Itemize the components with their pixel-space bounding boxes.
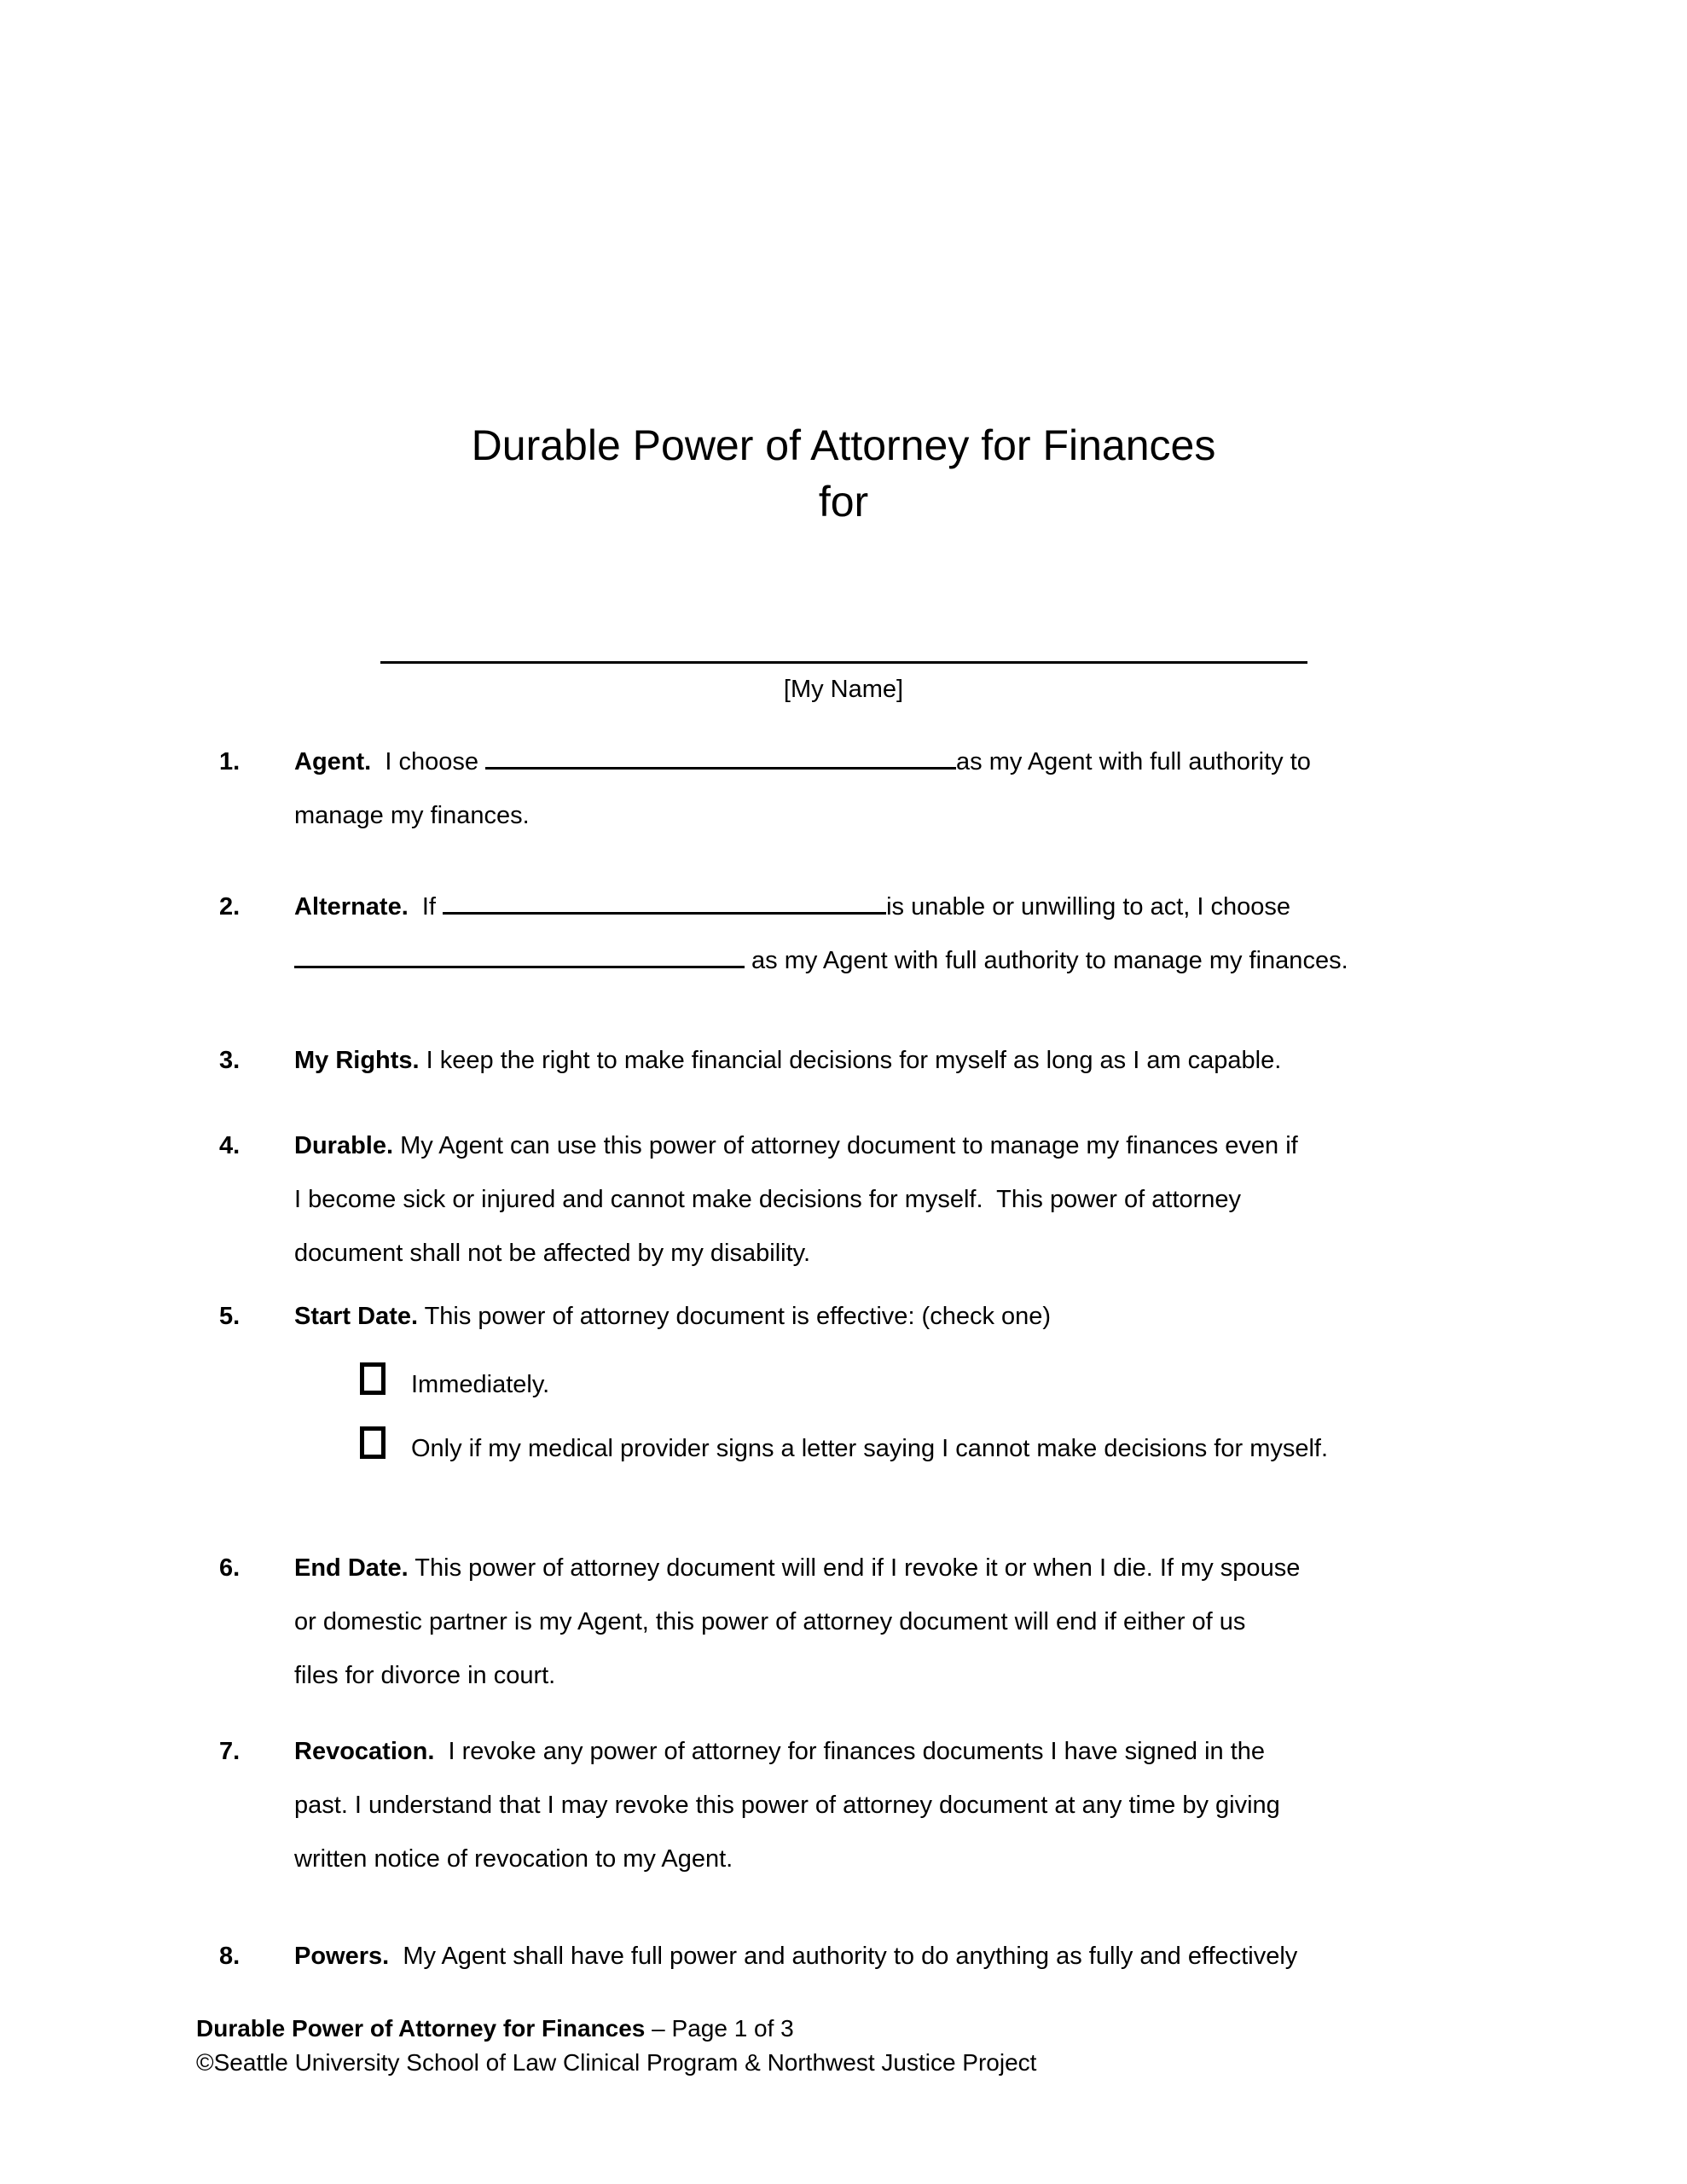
document-title	[0, 417, 1687, 530]
item-text: as my Agent with full authority to	[956, 748, 1311, 775]
checkbox-option-medical-provider-letter	[294, 1425, 1464, 1462]
list-item-7	[219, 1725, 1464, 1886]
item-number: 4.	[219, 1132, 241, 1159]
item-text: I choose	[371, 748, 486, 775]
my-name-label: [My Name]	[783, 676, 904, 703]
item-label: Agent.	[294, 748, 372, 775]
footer-page-number: – Page 1 of 3	[645, 2015, 794, 2042]
item-label: Alternate.	[294, 893, 409, 921]
item-label: Start Date.	[294, 1303, 419, 1330]
page-footer	[196, 2012, 1036, 2080]
item-text: If	[408, 893, 443, 921]
item-label: Durable.	[294, 1132, 394, 1159]
item-text: is unable or unwilling to act, I choose	[886, 893, 1291, 921]
item-text: files for divorce in court.	[294, 1662, 556, 1689]
list-item-5	[219, 1290, 1464, 1462]
item-text: This power of attorney document will end if I revoke it or when I die. If my spouse	[408, 1554, 1301, 1582]
item-number: 5.	[219, 1303, 241, 1330]
item-text: I revoke any power of attorney for finances documents I have signed in the	[434, 1738, 1266, 1765]
item-text: My Agent shall have full power and authority to do anything as fully and effectively	[389, 1943, 1298, 1970]
item-number: 6.	[219, 1554, 241, 1582]
item-text: manage my finances.	[294, 802, 530, 829]
item-text: written notice of revocation to my Agent.	[294, 1845, 733, 1873]
document-title-line2: for	[818, 478, 869, 526]
list-item-2	[219, 880, 1464, 988]
item-number: 2.	[219, 893, 241, 921]
item-number: 1.	[219, 748, 241, 775]
item-text: I become sick or injured and cannot make decisions for myself. This power of attorney	[294, 1186, 1242, 1213]
list-item-8	[219, 1930, 1464, 1984]
name-section	[0, 661, 1687, 706]
list-item-1	[219, 735, 1464, 843]
footer-line1	[196, 2012, 1036, 2046]
item-text: or domestic partner is my Agent, this power of attorney document will end if either of us	[294, 1608, 1246, 1635]
item-label: My Rights.	[294, 1047, 420, 1074]
item-label: Revocation.	[294, 1738, 435, 1765]
list-item-4	[219, 1119, 1464, 1281]
list-item-3	[219, 1034, 1464, 1088]
item-text: I keep the right to make financial decisions for myself as long as I am capable.	[419, 1047, 1282, 1074]
list-item-6	[219, 1542, 1464, 1703]
item-text: This power of attorney document is effective: (check one)	[418, 1303, 1052, 1330]
item-text: past. I understand that I may revoke this power of attorney document at any time by giving	[294, 1792, 1280, 1819]
agent-name-blank-2[interactable]	[443, 905, 886, 915]
item-text: My Agent can use this power of attorney document to manage my finances even if	[393, 1132, 1298, 1159]
footer-doc-title: Durable Power of Attorney for Finances	[196, 2015, 646, 2042]
item-text: as my Agent with full authority to manage my finances.	[745, 947, 1348, 974]
alternate-agent-name-blank[interactable]	[294, 959, 745, 968]
checkbox-label: Immediately.	[411, 1371, 550, 1398]
agent-name-blank[interactable]	[485, 760, 956, 770]
item-label: Powers.	[294, 1943, 390, 1970]
item-text: document shall not be affected by my disability.	[294, 1240, 811, 1267]
item-label: End Date.	[294, 1554, 409, 1582]
checkbox-medical-provider-letter[interactable]	[360, 1426, 386, 1459]
item-number: 3.	[219, 1047, 241, 1074]
checkbox-option-immediately	[294, 1361, 1464, 1398]
document-title-line1: Durable Power of Attorney for Finances	[471, 421, 1216, 469]
item-number: 8.	[219, 1943, 241, 1970]
footer-copyright: ©Seattle University School of Law Clinical Program & Northwest Justice Project	[196, 2049, 1037, 2076]
item-number: 7.	[219, 1738, 241, 1765]
checkbox-label: Only if my medical provider signs a letter saying I cannot make decisions for myself.	[411, 1435, 1329, 1462]
name-signature-line[interactable]	[380, 661, 1307, 664]
checkbox-immediately[interactable]	[360, 1362, 386, 1395]
